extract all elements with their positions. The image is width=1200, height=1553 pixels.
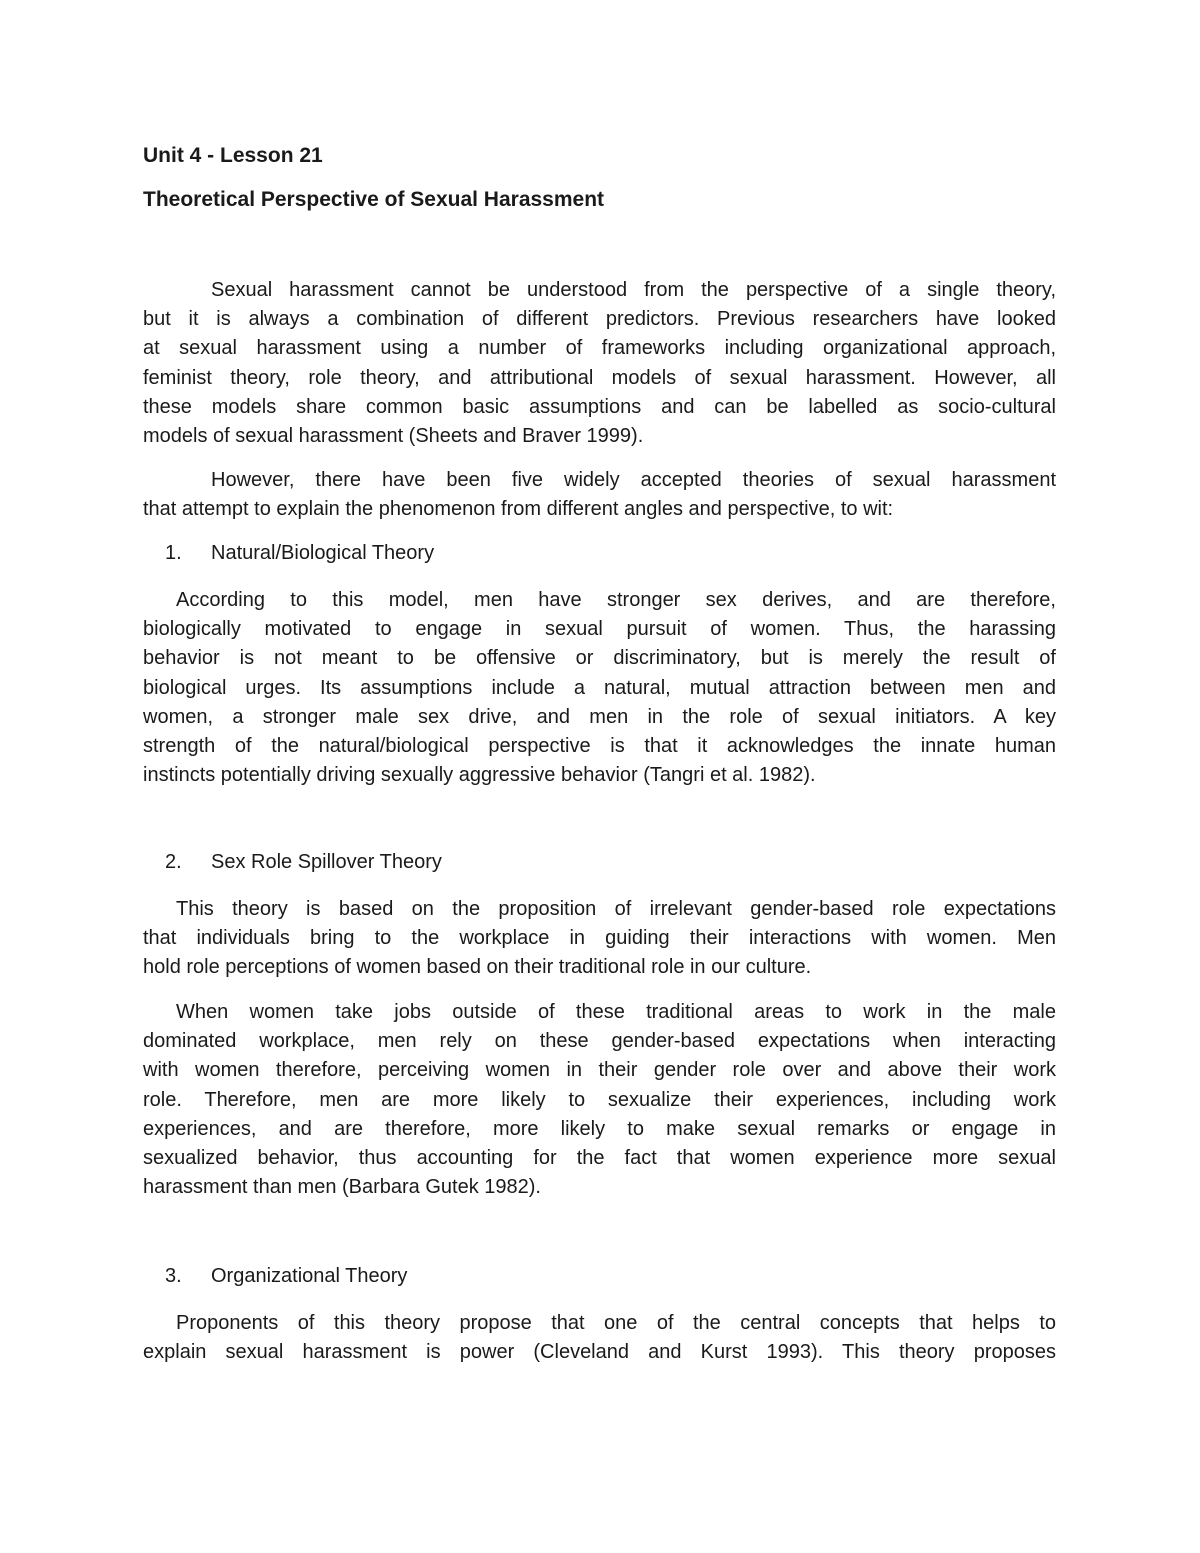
text-line: women, a stronger male sex drive, and men in the role of sexual initiators. A key bbox=[143, 705, 1056, 728]
text-line: at sexual harassment using a number of frameworks including organizational approach, bbox=[143, 337, 1056, 360]
intro-paragraph-2 bbox=[143, 466, 1056, 524]
theory-3-paragraph bbox=[143, 1309, 1056, 1367]
text-line: with women therefore, perceiving women in their gender role over and above their work bbox=[143, 1059, 1056, 1082]
text-line: biological urges. Its assumptions include a natural, mutual attraction between men and bbox=[143, 676, 1056, 699]
text-line: hold role perceptions of women based on their traditional role in our culture. bbox=[143, 956, 812, 979]
text-line: harassment than men (Barbara Gutek 1982). bbox=[143, 1176, 541, 1199]
lesson-title: Theoretical Perspective of Sexual Harassment bbox=[143, 188, 605, 211]
text-line: explain sexual harassment is power (Cleveland and Kurst 1993). This theory proposes bbox=[143, 1341, 1056, 1364]
text-line: Sexual harassment cannot be understood from the perspective of a single theory, bbox=[211, 279, 1056, 301]
unit-title: Unit 4 - Lesson 21 bbox=[143, 144, 323, 167]
text-line: that attempt to explain the phenomenon from different angles and perspective, to wit: bbox=[143, 498, 894, 521]
list-number: 2. bbox=[165, 851, 182, 873]
text-line: but it is always a combination of different predictors. Previous researchers have looked bbox=[143, 308, 1056, 331]
text-line: dominated workplace, men rely on these gender-based expectations when interacting bbox=[143, 1030, 1056, 1053]
text-line: When women take jobs outside of these traditional areas to work in the male bbox=[176, 1001, 1056, 1023]
theory-2-paragraph-2 bbox=[143, 998, 1056, 1202]
text-line: Proponents of this theory propose that one of the central concepts that helps to bbox=[176, 1312, 1056, 1334]
text-line: models of sexual harassment (Sheets and Braver 1999). bbox=[143, 425, 644, 448]
text-line: feminist theory, role theory, and attributional models of sexual harassment. However, all bbox=[143, 366, 1056, 389]
theory-title: Natural/Biological Theory bbox=[211, 542, 435, 564]
theory-3-heading bbox=[165, 1265, 408, 1288]
theory-2-heading bbox=[165, 851, 442, 874]
intro-paragraph-1 bbox=[143, 276, 1056, 451]
theory-2-paragraph-1 bbox=[143, 895, 1056, 983]
text-line: behavior is not meant to be offensive or discriminatory, but is merely the result of bbox=[143, 647, 1056, 670]
text-line: sexualized behavior, thus accounting for the fact that women experience more sexual bbox=[143, 1147, 1056, 1170]
text-line: However, there have been five widely accepted theories of sexual harassment bbox=[211, 469, 1056, 491]
text-line: role. Therefore, men are more likely to sexualize their experiences, including work bbox=[143, 1088, 1056, 1111]
theory-title: Organizational Theory bbox=[211, 1265, 408, 1287]
text-line: that individuals bring to the workplace in guiding their interactions with women. Men bbox=[143, 927, 1056, 950]
theory-title: Sex Role Spillover Theory bbox=[211, 851, 442, 873]
text-line: these models share common basic assumptions and can be labelled as socio-cultural bbox=[143, 395, 1056, 418]
list-number: 1. bbox=[165, 542, 182, 564]
text-line: experiences, and are therefore, more likely to make sexual remarks or engage in bbox=[143, 1117, 1056, 1140]
text-line: According to this model, men have stronger sex derives, and are therefore, bbox=[176, 589, 1056, 611]
list-number: 3. bbox=[165, 1265, 182, 1287]
text-line: instincts potentially driving sexually aggressive behavior (Tangri et al. 1982). bbox=[143, 764, 816, 787]
theory-1-heading bbox=[165, 542, 435, 565]
theory-1-paragraph bbox=[143, 586, 1056, 790]
text-line: This theory is based on the proposition of irrelevant gender-based role expectations bbox=[176, 898, 1056, 920]
text-line: strength of the natural/biological perspective is that it acknowledges the innate human bbox=[143, 735, 1056, 758]
text-line: biologically motivated to engage in sexual pursuit of women. Thus, the harassing bbox=[143, 618, 1056, 641]
